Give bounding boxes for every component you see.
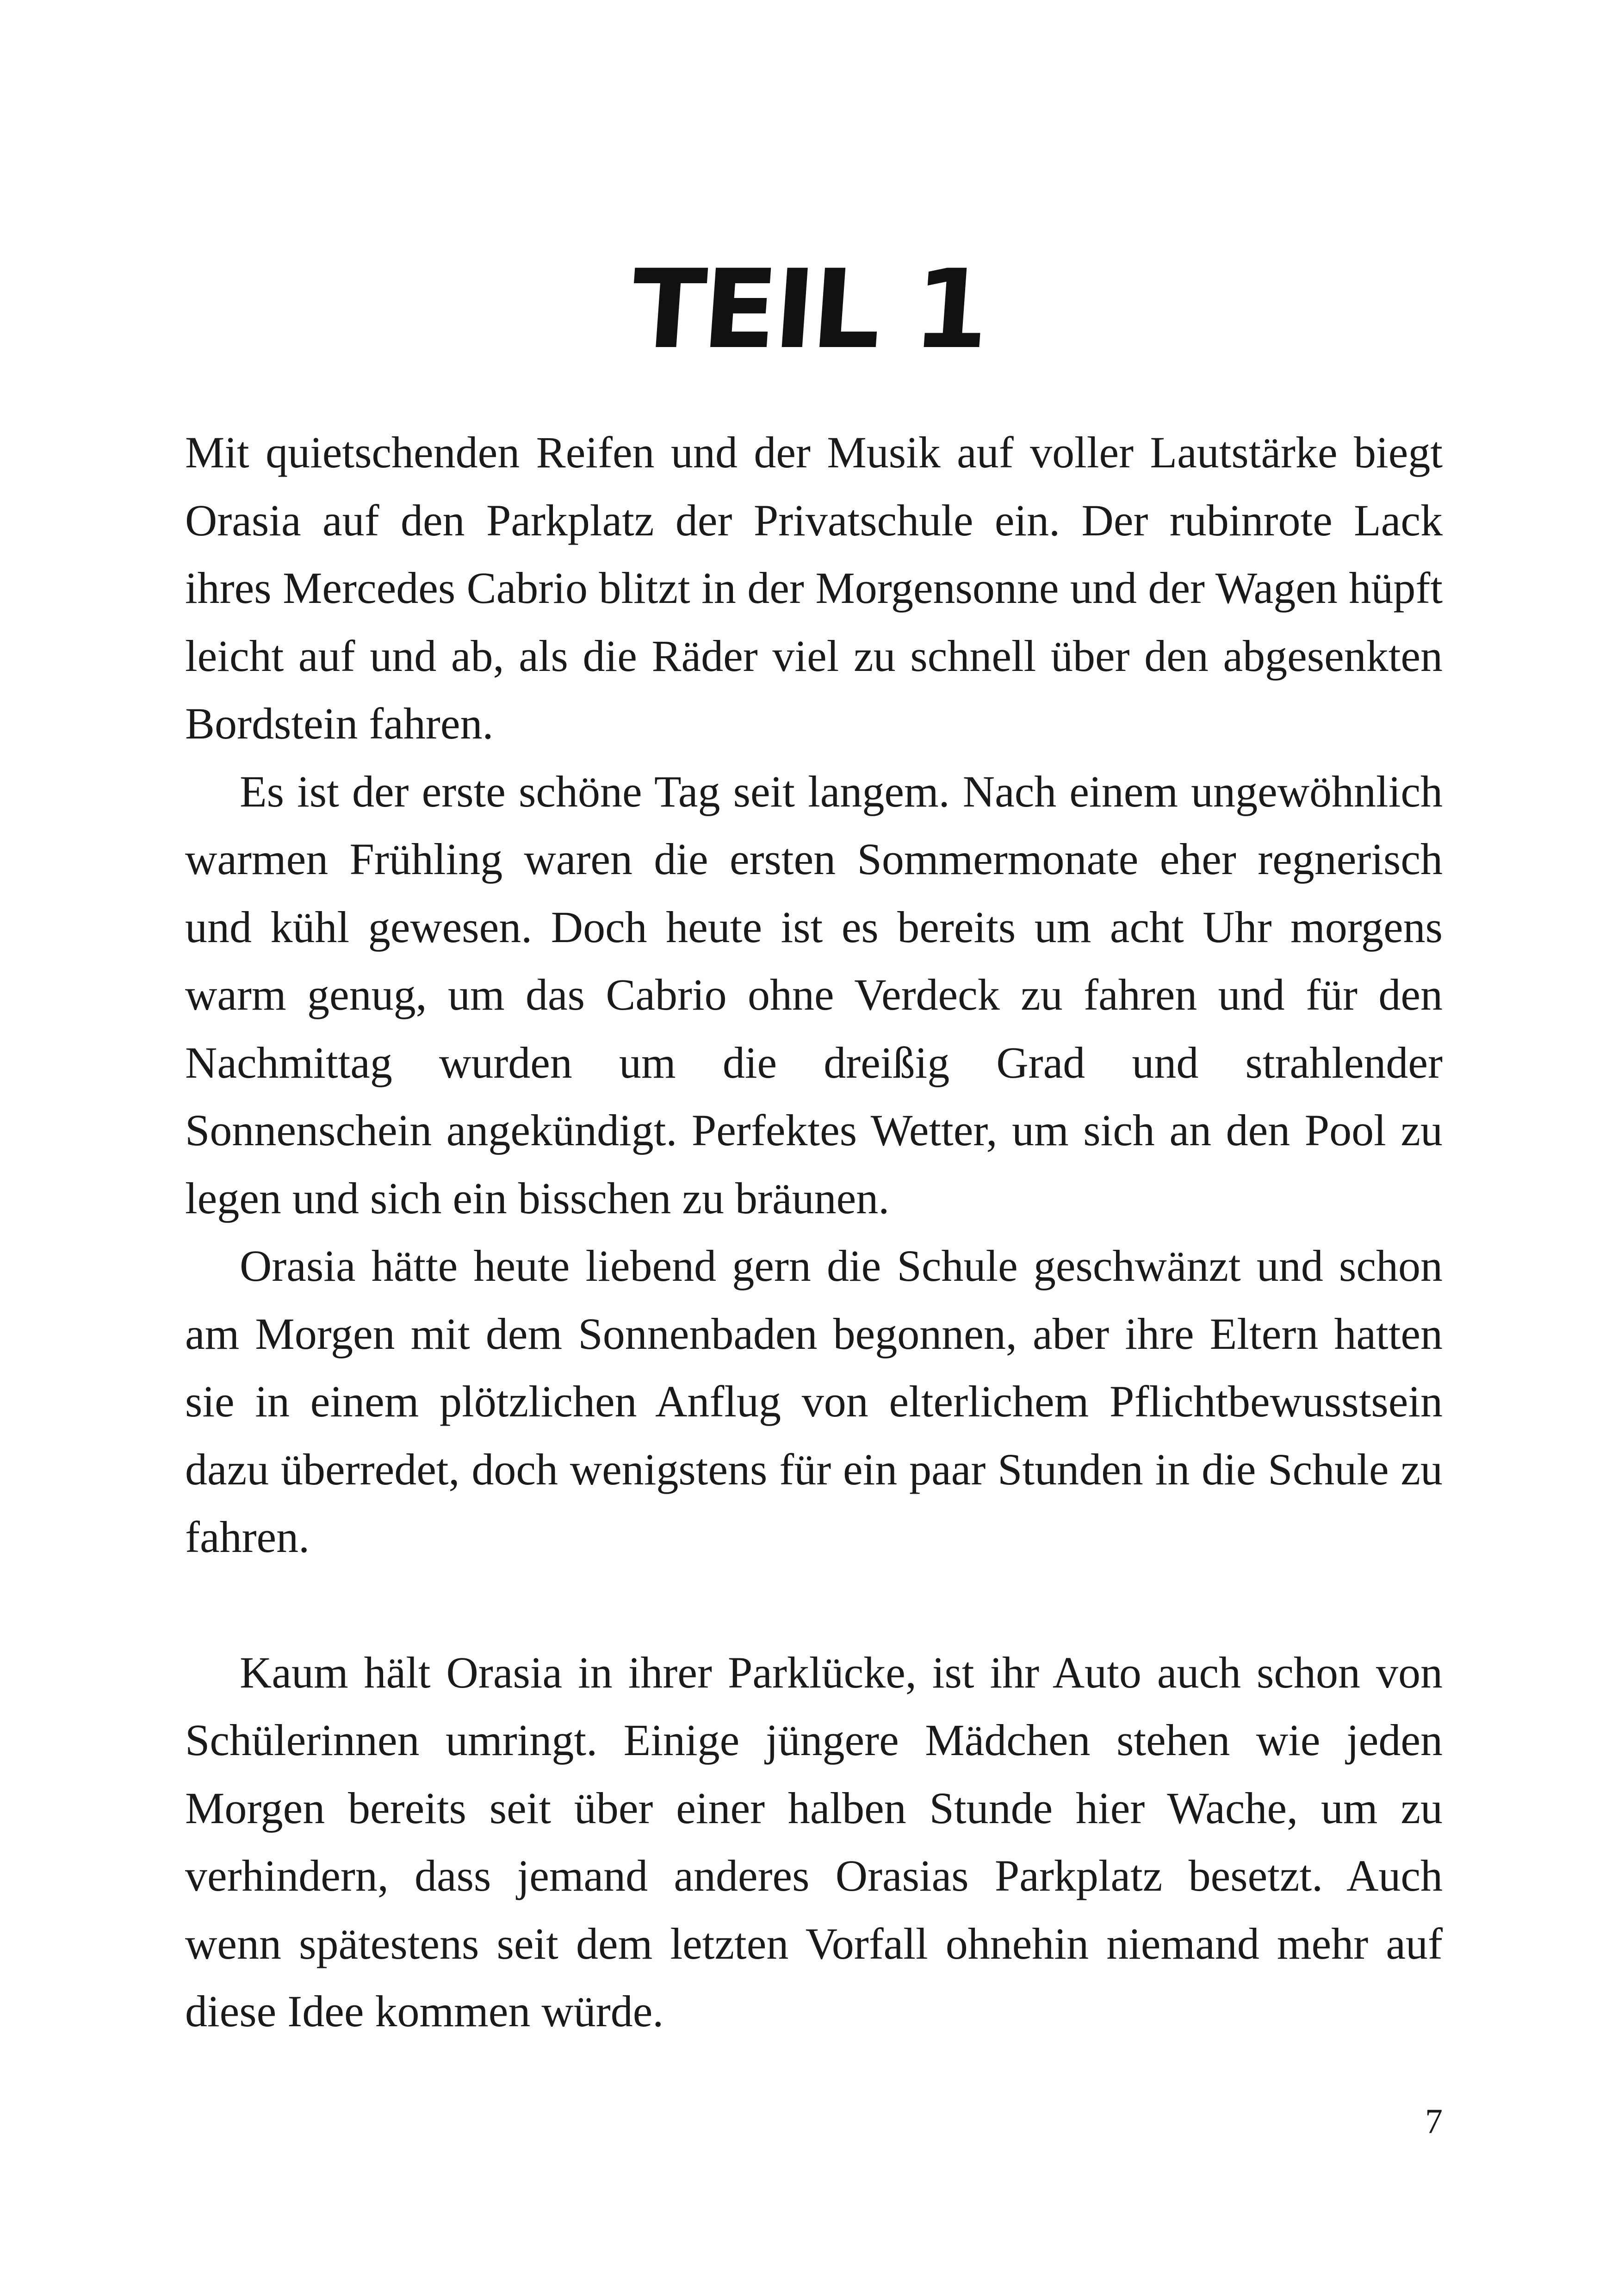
paragraph-4: Kaum hält Orasia in ihrer Parklücke, ist ihr Auto auch schon von Schülerinnen umringt. Einige jüngere Mädchen stehen wie jeden Morgen bereits seit über einer halben Stunde hier Wache, um zu verhindern, dass jemand anderes Orasias Parkplatz besetzt. Auch wenn spätestens seit dem letzten Vorfall ohnehin niemand mehr auf diese Idee kommen würde. bbox=[185, 1647, 1443, 2036]
paragraph-1: Mit quietschenden Reifen und der Musik auf voller Lautstärke biegt Orasia auf den Parkplatz der Privatschule ein. Der rubinrote Lack ihres Mercedes Cabrio blitzt in der Morgensonne und der Wagen hüpft leicht auf und ab, als die Räder viel zu schnell über den abgesenkten Bordstein fahren. bbox=[185, 428, 1443, 748]
paragraph-3: Orasia hätte heute liebend gern die Schule geschwänzt und schon am Morgen mit dem Sonnenbaden begonnen, aber ihre Eltern hatten sie in einem plötzlichen Anflug von elterlichem Pflichtbewusstsein dazu überredet, doch wenigstens für ein paar Stunden in die Schule zu fahren. bbox=[185, 1241, 1443, 1562]
page-number: 7 bbox=[1425, 2102, 1443, 2141]
body-text bbox=[185, 419, 1443, 2046]
chapter-title: TEIL 1 bbox=[627, 247, 991, 373]
paragraph-2: Es ist der erste schöne Tag seit langem. Nach einem ungewöhnlich warmen Frühling waren die ersten Sommermonate eher regnerisch und kühl gewesen. Doch heute ist es bereits um acht Uhr morgens warm genug, um das Cabrio ohne Verdeck zu fahren und für den Nachmittag wurden um die dreißig Grad und strahlender Sonnenschein angekündigt. Perfektes Wetter, um sich an den Pool zu legen und sich ein bisschen zu bräunen. bbox=[185, 766, 1443, 1223]
